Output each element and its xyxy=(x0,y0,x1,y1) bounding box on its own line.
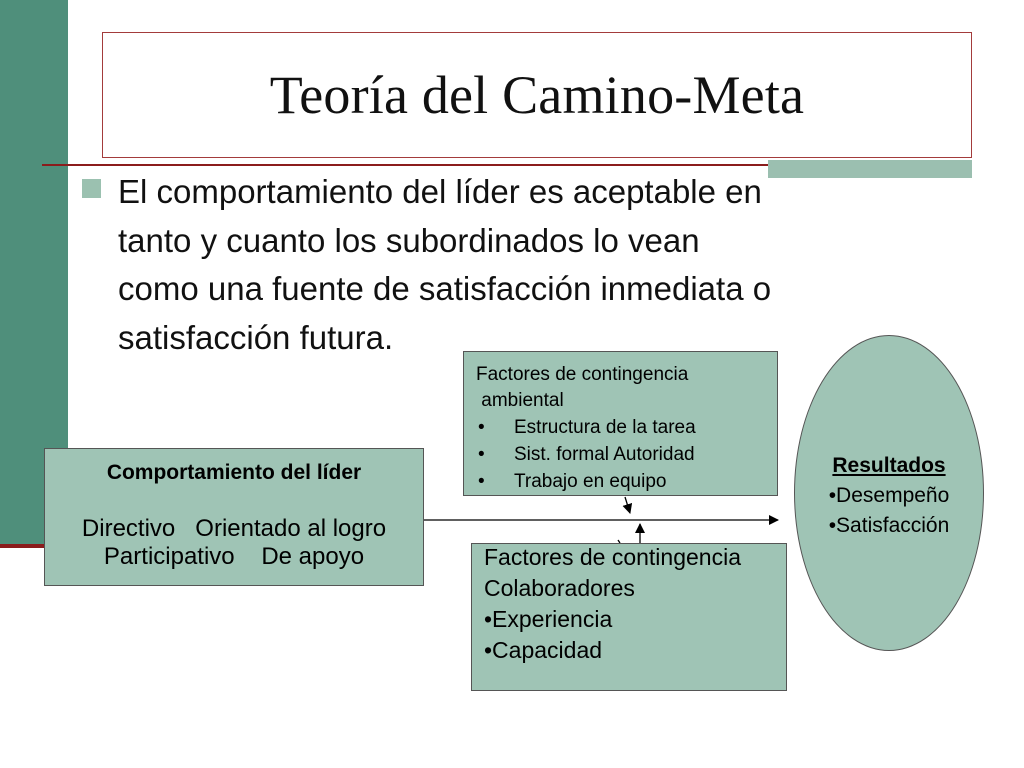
list-item xyxy=(478,441,696,468)
leader-behavior-row: Participativo De apoyo xyxy=(103,543,365,570)
list-item xyxy=(478,414,696,441)
list-item-label: Sist. formal Autoridad xyxy=(514,444,695,465)
subordinate-factors-box xyxy=(471,543,787,691)
bullet-line: El comportamiento del líder es aceptable en xyxy=(118,173,762,210)
results-item: •Satisfacción xyxy=(828,514,950,537)
leader-behavior-row: Directivo Orientado al logro xyxy=(81,515,387,542)
bullet-line: satisfacción futura. xyxy=(118,318,394,356)
results-item: •Desempeño xyxy=(828,484,950,507)
environmental-factors-heading xyxy=(476,362,688,414)
list-item-label: Trabajo en equipo xyxy=(514,471,667,492)
arrow-env-to-line xyxy=(625,497,630,513)
subordinate-factors-heading: Factores de contingencia xyxy=(484,544,741,570)
results-ellipse xyxy=(794,335,984,651)
list-item-label: Estructura de la tarea xyxy=(514,417,696,438)
leader-behavior-box xyxy=(44,448,424,586)
heading-line: ambiental xyxy=(476,390,564,411)
bullet-line: como una fuente de satisfacción inmediata o xyxy=(118,270,772,307)
list-item: •Capacidad xyxy=(484,637,603,663)
list-item: •Experiencia xyxy=(484,606,613,632)
results-heading: Resultados xyxy=(832,454,946,477)
subordinate-factors-subheading: Colaboradores xyxy=(484,575,635,601)
list-item xyxy=(478,468,696,495)
page-title: Teoría del Camino-Meta xyxy=(269,65,805,125)
bullet-dot-icon: • xyxy=(478,471,485,492)
bullet-dot-icon: • xyxy=(478,417,485,438)
leader-behavior-heading: Comportamiento del líder xyxy=(106,461,362,484)
environmental-factors-box xyxy=(463,351,778,496)
environmental-factors-list xyxy=(478,414,696,495)
bullet-line: tanto y cuanto los subordinados lo vean xyxy=(118,221,700,259)
heading-line: Factores de contingencia xyxy=(476,364,689,385)
bullet-dot-icon: • xyxy=(478,444,485,465)
